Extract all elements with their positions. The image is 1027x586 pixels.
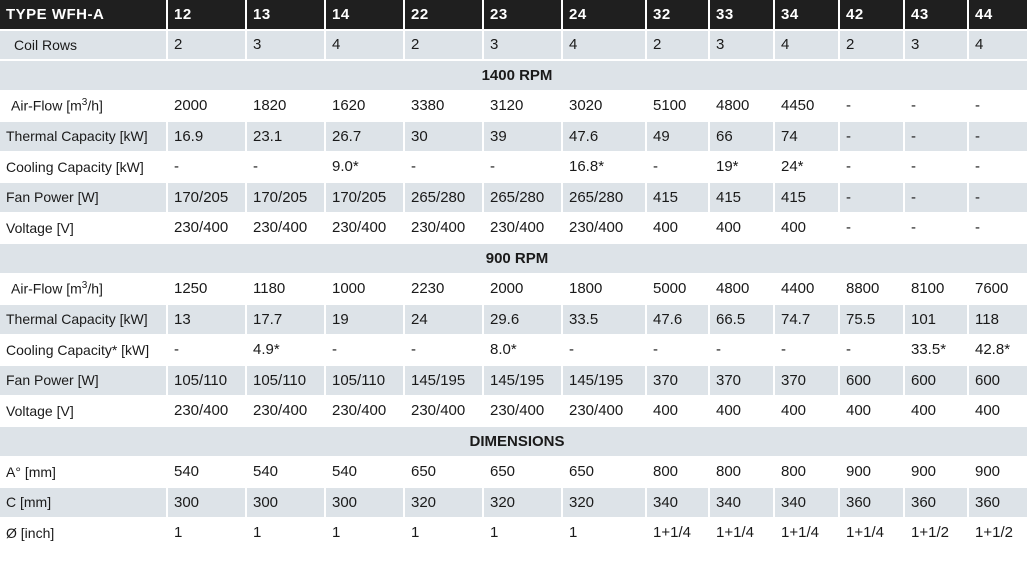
value-cell: 400 bbox=[840, 397, 903, 426]
row-label: Fan Power [W] bbox=[0, 183, 166, 212]
value-cell: 265/280 bbox=[405, 183, 482, 212]
value-cell: 1000 bbox=[326, 275, 403, 304]
value-cell: 47.6 bbox=[563, 122, 645, 151]
value-cell: 105/110 bbox=[168, 366, 245, 395]
value-cell: 1 bbox=[247, 519, 324, 548]
value-cell: 8100 bbox=[905, 275, 967, 304]
value-cell: 230/400 bbox=[484, 397, 561, 426]
value-cell: 30 bbox=[405, 122, 482, 151]
value-cell: 9.0* bbox=[326, 153, 403, 182]
value-cell: 370 bbox=[710, 366, 773, 395]
label-text: /h] bbox=[87, 98, 103, 115]
value-cell: 66.5 bbox=[710, 305, 773, 334]
value-cell: 23 bbox=[484, 0, 561, 29]
label-superscript: 3 bbox=[81, 280, 88, 292]
value-cell: 4 bbox=[775, 31, 838, 60]
value-cell: 230/400 bbox=[326, 397, 403, 426]
value-cell: - bbox=[647, 336, 708, 365]
value-cell: 8800 bbox=[840, 275, 903, 304]
value-cell: - bbox=[647, 153, 708, 182]
value-cell: 3 bbox=[905, 31, 967, 60]
value-cell: 1 bbox=[326, 519, 403, 548]
row-label: Voltage [V] bbox=[0, 214, 166, 243]
value-cell: 600 bbox=[905, 366, 967, 395]
value-cell: 415 bbox=[710, 183, 773, 212]
value-cell: 415 bbox=[775, 183, 838, 212]
value-cell: 1+1/4 bbox=[840, 519, 903, 548]
value-cell: 1 bbox=[168, 519, 245, 548]
value-cell: 230/400 bbox=[563, 214, 645, 243]
section-title: DIMENSIONS bbox=[0, 427, 1027, 456]
label-text: /h] bbox=[87, 281, 103, 298]
value-cell: - bbox=[969, 153, 1027, 182]
value-cell: 33.5* bbox=[905, 336, 967, 365]
value-cell: 74 bbox=[775, 122, 838, 151]
value-cell: 400 bbox=[647, 397, 708, 426]
value-cell: 24* bbox=[775, 153, 838, 182]
value-cell: 2 bbox=[647, 31, 708, 60]
value-cell: 26.7 bbox=[326, 122, 403, 151]
value-cell: 400 bbox=[775, 214, 838, 243]
airflow-900-row bbox=[0, 275, 1027, 304]
value-cell: - bbox=[484, 153, 561, 182]
value-cell: 105/110 bbox=[247, 366, 324, 395]
value-cell: - bbox=[969, 214, 1027, 243]
value-cell: 145/195 bbox=[484, 366, 561, 395]
value-cell: 900 bbox=[969, 458, 1027, 487]
value-cell: 24 bbox=[405, 305, 482, 334]
value-cell: - bbox=[840, 183, 903, 212]
airflow-1400-row bbox=[0, 92, 1027, 121]
value-cell: 415 bbox=[647, 183, 708, 212]
value-cell: 265/280 bbox=[484, 183, 561, 212]
value-cell: 4 bbox=[326, 31, 403, 60]
value-cell: 340 bbox=[710, 488, 773, 517]
value-cell: 1180 bbox=[247, 275, 324, 304]
value-cell: 900 bbox=[905, 458, 967, 487]
row-label: Fan Power [W] bbox=[0, 366, 166, 395]
value-cell: 230/400 bbox=[484, 214, 561, 243]
value-cell: 800 bbox=[710, 458, 773, 487]
value-cell: 320 bbox=[484, 488, 561, 517]
value-cell: - bbox=[405, 153, 482, 182]
value-cell: - bbox=[905, 92, 967, 121]
value-cell: 540 bbox=[247, 458, 324, 487]
value-cell: 230/400 bbox=[168, 397, 245, 426]
row-label: Thermal Capacity [kW] bbox=[0, 305, 166, 334]
row-label: Cooling Capacity* [kW] bbox=[0, 336, 166, 365]
value-cell: 360 bbox=[905, 488, 967, 517]
value-cell: 800 bbox=[775, 458, 838, 487]
value-cell: 33.5 bbox=[563, 305, 645, 334]
section-900-rpm bbox=[0, 244, 1027, 273]
value-cell: 2000 bbox=[484, 275, 561, 304]
value-cell: 300 bbox=[168, 488, 245, 517]
value-cell: 230/400 bbox=[405, 397, 482, 426]
value-cell: 12 bbox=[168, 0, 245, 29]
value-cell: 44 bbox=[969, 0, 1027, 29]
section-1400-rpm bbox=[0, 61, 1027, 90]
value-cell: 370 bbox=[647, 366, 708, 395]
voltage-1400-row bbox=[0, 214, 1027, 243]
value-cell: 800 bbox=[647, 458, 708, 487]
thermal-900-row bbox=[0, 305, 1027, 334]
value-cell: 400 bbox=[905, 397, 967, 426]
value-cell: 33 bbox=[710, 0, 773, 29]
value-cell: 7600 bbox=[969, 275, 1027, 304]
fan-900-row bbox=[0, 366, 1027, 395]
label-text: Air-Flow [m bbox=[11, 98, 82, 115]
value-cell: 34 bbox=[775, 0, 838, 29]
value-cell: 13 bbox=[247, 0, 324, 29]
value-cell: 4.9* bbox=[247, 336, 324, 365]
value-cell: 49 bbox=[647, 122, 708, 151]
value-cell: 16.9 bbox=[168, 122, 245, 151]
value-cell: 340 bbox=[647, 488, 708, 517]
cooling-1400-row bbox=[0, 153, 1027, 182]
value-cell: - bbox=[905, 183, 967, 212]
value-cell: 4400 bbox=[775, 275, 838, 304]
value-cell: 29.6 bbox=[484, 305, 561, 334]
row-label: C [mm] bbox=[0, 488, 166, 517]
value-cell: 1800 bbox=[563, 275, 645, 304]
value-cell: 3 bbox=[247, 31, 324, 60]
value-cell: - bbox=[168, 336, 245, 365]
cooling-900-row bbox=[0, 336, 1027, 365]
value-cell: 42.8* bbox=[969, 336, 1027, 365]
value-cell: 300 bbox=[247, 488, 324, 517]
value-cell: 230/400 bbox=[405, 214, 482, 243]
value-cell: 170/205 bbox=[168, 183, 245, 212]
value-cell: - bbox=[326, 336, 403, 365]
value-cell: - bbox=[840, 153, 903, 182]
value-cell: 22 bbox=[405, 0, 482, 29]
value-cell: 1250 bbox=[168, 275, 245, 304]
value-cell: 4450 bbox=[775, 92, 838, 121]
value-cell: - bbox=[405, 336, 482, 365]
value-cell: 230/400 bbox=[168, 214, 245, 243]
value-cell: 14 bbox=[326, 0, 403, 29]
value-cell: - bbox=[840, 336, 903, 365]
header-row bbox=[0, 0, 1027, 29]
value-cell: 900 bbox=[840, 458, 903, 487]
value-cell: 13 bbox=[168, 305, 245, 334]
value-cell: - bbox=[969, 122, 1027, 151]
value-cell: - bbox=[969, 183, 1027, 212]
value-cell: 43 bbox=[905, 0, 967, 29]
value-cell: 230/400 bbox=[326, 214, 403, 243]
value-cell: 400 bbox=[710, 397, 773, 426]
value-cell: 2 bbox=[405, 31, 482, 60]
value-cell: - bbox=[247, 153, 324, 182]
value-cell: 4800 bbox=[710, 275, 773, 304]
value-cell: 39 bbox=[484, 122, 561, 151]
value-cell: 230/400 bbox=[247, 214, 324, 243]
value-cell: 42 bbox=[840, 0, 903, 29]
value-cell: 1620 bbox=[326, 92, 403, 121]
value-cell: 650 bbox=[484, 458, 561, 487]
dimension-diameter-row bbox=[0, 519, 1027, 548]
value-cell: 75.5 bbox=[840, 305, 903, 334]
value-cell: 2 bbox=[840, 31, 903, 60]
value-cell: 16.8* bbox=[563, 153, 645, 182]
value-cell: 650 bbox=[405, 458, 482, 487]
fan-1400-row bbox=[0, 183, 1027, 212]
value-cell: 400 bbox=[647, 214, 708, 243]
value-cell: 320 bbox=[405, 488, 482, 517]
value-cell: 145/195 bbox=[563, 366, 645, 395]
value-cell: 24 bbox=[563, 0, 645, 29]
row-label: Cooling Capacity [kW] bbox=[0, 153, 166, 182]
value-cell: 74.7 bbox=[775, 305, 838, 334]
type-label: TYPE WFH-A bbox=[0, 0, 166, 29]
section-dimensions bbox=[0, 427, 1027, 456]
value-cell: - bbox=[840, 214, 903, 243]
row-label bbox=[0, 92, 166, 121]
value-cell: 1+1/2 bbox=[905, 519, 967, 548]
row-label: A° [mm] bbox=[0, 458, 166, 487]
value-cell: - bbox=[905, 122, 967, 151]
value-cell: - bbox=[710, 336, 773, 365]
value-cell: 1 bbox=[484, 519, 561, 548]
row-label: Voltage [V] bbox=[0, 397, 166, 426]
value-cell: 3120 bbox=[484, 92, 561, 121]
value-cell: 340 bbox=[775, 488, 838, 517]
value-cell: 1+1/2 bbox=[969, 519, 1027, 548]
value-cell: - bbox=[905, 214, 967, 243]
value-cell: 170/205 bbox=[247, 183, 324, 212]
value-cell: 230/400 bbox=[563, 397, 645, 426]
row-label: Coil Rows bbox=[0, 31, 166, 60]
value-cell: 540 bbox=[326, 458, 403, 487]
section-title: 1400 RPM bbox=[0, 61, 1027, 90]
value-cell: 4800 bbox=[710, 92, 773, 121]
value-cell: 23.1 bbox=[247, 122, 324, 151]
value-cell: 360 bbox=[969, 488, 1027, 517]
value-cell: - bbox=[775, 336, 838, 365]
value-cell: 400 bbox=[710, 214, 773, 243]
value-cell: - bbox=[905, 153, 967, 182]
value-cell: 101 bbox=[905, 305, 967, 334]
dimension-a-row bbox=[0, 458, 1027, 487]
section-title: 900 RPM bbox=[0, 244, 1027, 273]
value-cell: 3 bbox=[710, 31, 773, 60]
value-cell: 19* bbox=[710, 153, 773, 182]
value-cell: - bbox=[969, 92, 1027, 121]
row-label: Thermal Capacity [kW] bbox=[0, 122, 166, 151]
value-cell: 118 bbox=[969, 305, 1027, 334]
value-cell: 2230 bbox=[405, 275, 482, 304]
value-cell: 320 bbox=[563, 488, 645, 517]
value-cell: 17.7 bbox=[247, 305, 324, 334]
value-cell: 3 bbox=[484, 31, 561, 60]
value-cell: - bbox=[563, 336, 645, 365]
value-cell: 1820 bbox=[247, 92, 324, 121]
value-cell: 32 bbox=[647, 0, 708, 29]
row-label: Ø [inch] bbox=[0, 519, 166, 548]
thermal-1400-row bbox=[0, 122, 1027, 151]
value-cell: 300 bbox=[326, 488, 403, 517]
value-cell: 2 bbox=[168, 31, 245, 60]
value-cell: 4 bbox=[969, 31, 1027, 60]
value-cell: 1+1/4 bbox=[647, 519, 708, 548]
value-cell: 540 bbox=[168, 458, 245, 487]
value-cell: - bbox=[840, 122, 903, 151]
value-cell: - bbox=[168, 153, 245, 182]
value-cell: 600 bbox=[840, 366, 903, 395]
dimension-c-row bbox=[0, 488, 1027, 517]
value-cell: 5000 bbox=[647, 275, 708, 304]
value-cell: 600 bbox=[969, 366, 1027, 395]
value-cell: 3020 bbox=[563, 92, 645, 121]
value-cell: 650 bbox=[563, 458, 645, 487]
value-cell: 1 bbox=[405, 519, 482, 548]
value-cell: 105/110 bbox=[326, 366, 403, 395]
voltage-900-row bbox=[0, 397, 1027, 426]
value-cell: 1+1/4 bbox=[775, 519, 838, 548]
value-cell: 2000 bbox=[168, 92, 245, 121]
value-cell: 5100 bbox=[647, 92, 708, 121]
value-cell: 66 bbox=[710, 122, 773, 151]
label-text: Air-Flow [m bbox=[11, 281, 82, 298]
value-cell: 19 bbox=[326, 305, 403, 334]
value-cell: 265/280 bbox=[563, 183, 645, 212]
value-cell: 3380 bbox=[405, 92, 482, 121]
value-cell: - bbox=[840, 92, 903, 121]
value-cell: 1+1/4 bbox=[710, 519, 773, 548]
value-cell: 370 bbox=[775, 366, 838, 395]
value-cell: 400 bbox=[775, 397, 838, 426]
value-cell: 230/400 bbox=[247, 397, 324, 426]
value-cell: 8.0* bbox=[484, 336, 561, 365]
value-cell: 1 bbox=[563, 519, 645, 548]
value-cell: 145/195 bbox=[405, 366, 482, 395]
value-cell: 4 bbox=[563, 31, 645, 60]
coil-rows-row bbox=[0, 31, 1027, 60]
value-cell: 170/205 bbox=[326, 183, 403, 212]
value-cell: 400 bbox=[969, 397, 1027, 426]
row-label bbox=[0, 275, 166, 304]
value-cell: 47.6 bbox=[647, 305, 708, 334]
value-cell: 360 bbox=[840, 488, 903, 517]
label-superscript: 3 bbox=[81, 97, 88, 109]
